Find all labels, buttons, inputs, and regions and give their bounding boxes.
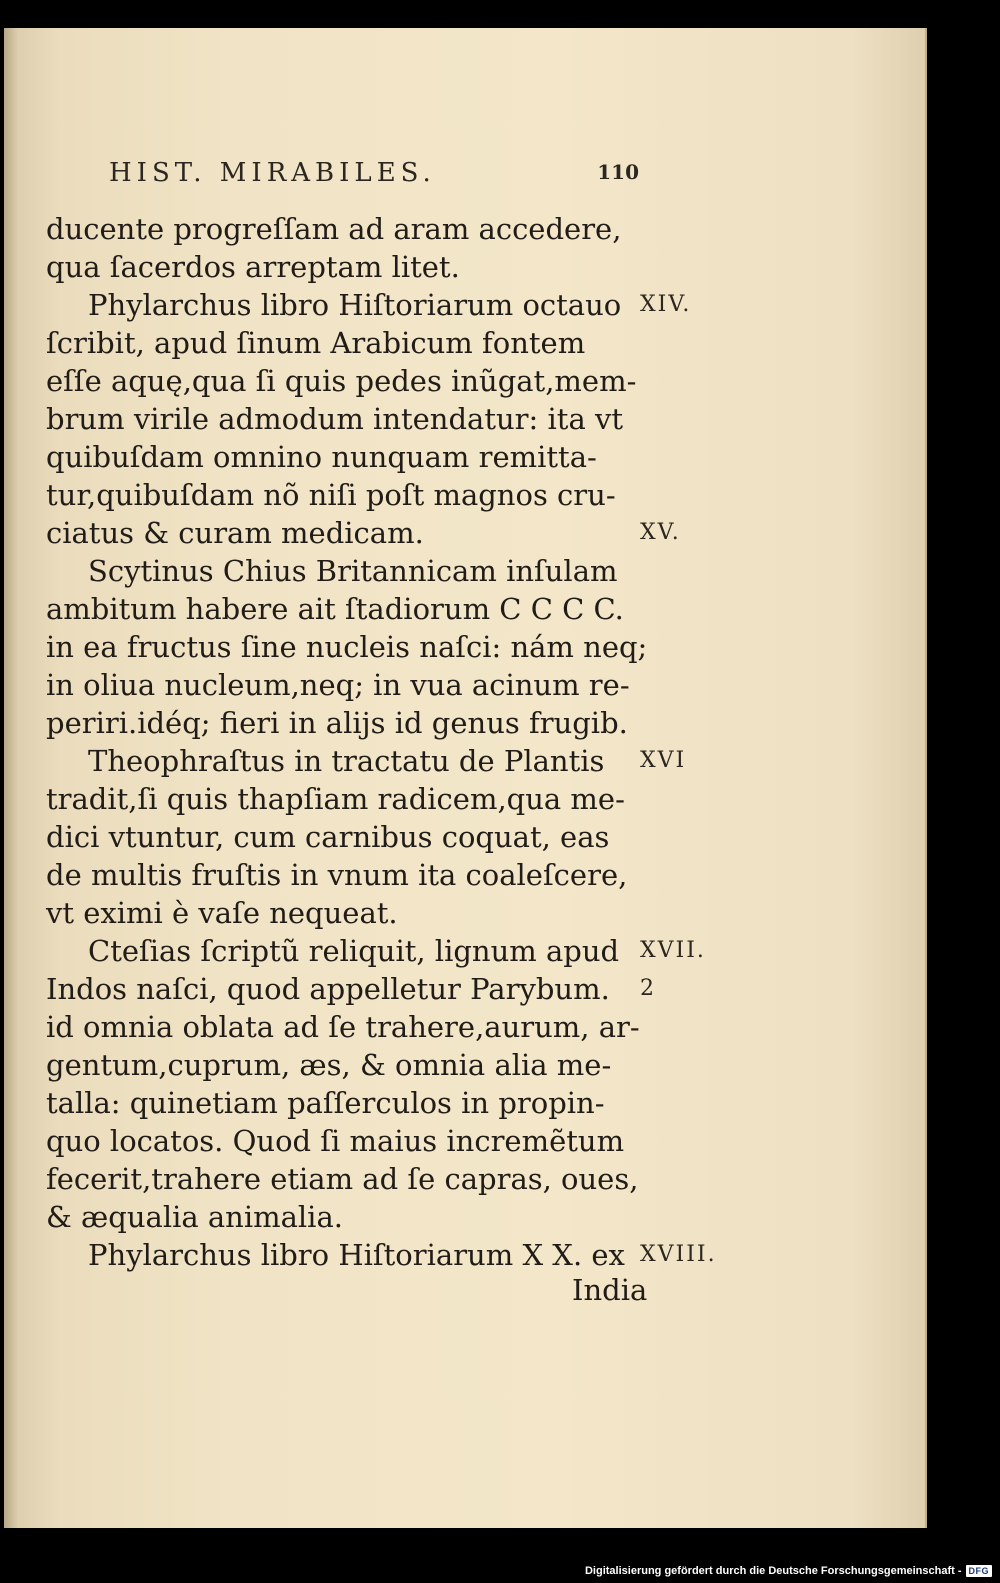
- text-line: [46, 1198, 646, 1236]
- text-line: [46, 932, 706, 970]
- marginal-note: XVII.: [640, 938, 706, 963]
- text-line: [46, 400, 646, 438]
- text-line: [46, 552, 646, 590]
- text-line: [46, 210, 646, 248]
- marginal-note: 2: [640, 976, 656, 1001]
- page-header: [109, 158, 639, 198]
- line-text: ambitum habere ait ſtadiorum C C C C.: [46, 592, 624, 626]
- line-text: tradit,ſi quis thapſiam radicem,qua me-: [46, 782, 625, 816]
- text-line: [46, 628, 646, 666]
- line-text: quibuſdam omnino nunquam remitta-: [46, 440, 597, 474]
- text-line: [46, 970, 656, 1008]
- text-line: [46, 1122, 646, 1160]
- text-line: [46, 780, 646, 818]
- line-text: de multis fruſtis in vnum ita coaleſcere,: [46, 858, 628, 892]
- catchword: India: [572, 1273, 648, 1307]
- text-line: [46, 362, 646, 400]
- line-text: id omnia oblata ad ſe trahere,aurum, ar-: [46, 1010, 640, 1044]
- line-text: dici vtuntur, cum carnibus coquat, eas: [46, 820, 610, 854]
- digitization-credit: [585, 1561, 992, 1581]
- line-text: ciatus & curam medicam.: [46, 516, 424, 550]
- line-text: eſſe aquę,qua ſi quis pedes inũgat,mem-: [46, 364, 637, 398]
- line-text: Phylarchus libro Hiſtoriarum X X. ex: [88, 1238, 625, 1272]
- text-line: [46, 704, 646, 742]
- line-text: Phylarchus libro Hiſtoriarum octauo: [88, 288, 622, 322]
- book-page: [4, 28, 927, 1528]
- line-text: qua ſacerdos arreptam litet.: [46, 250, 460, 284]
- line-text: gentum,cuprum, æs, & omnia alia me-: [46, 1048, 612, 1082]
- running-title: HIST. MIRABILES.: [109, 158, 436, 188]
- line-text: tur,quibuſdam nõ niſi poſt magnos cru-: [46, 478, 616, 512]
- marginal-note: XVI: [640, 748, 687, 773]
- text-line: [46, 894, 646, 932]
- dfg-logo: DFG: [966, 1565, 993, 1577]
- line-text: periri.idéq; fieri in alijs id genus frugib.: [46, 706, 628, 740]
- text-line: [46, 1008, 646, 1046]
- text-line: [46, 248, 646, 286]
- text-line: [46, 324, 646, 362]
- text-line: [46, 818, 646, 856]
- text-line: [46, 1160, 646, 1198]
- text-line: [46, 476, 646, 514]
- line-text: ſcribit, apud ſinum Arabicum fontem: [46, 326, 586, 360]
- line-text: ducente progreſſam ad aram accedere,: [46, 212, 622, 246]
- line-text: Scytinus Chius Britannicam inſulam: [88, 554, 618, 588]
- body-text: [46, 210, 717, 1274]
- line-text: in ea fructus ſine nucleis naſci: nám neq;: [46, 630, 648, 664]
- line-text: Indos naſci, quod appelletur Parybum.: [46, 972, 610, 1006]
- marginal-note: XIV.: [640, 292, 692, 317]
- line-text: & æqualia animalia.: [46, 1200, 343, 1234]
- text-line: [46, 590, 646, 628]
- line-text: quo locatos. Quod ſi maius incremẽtum: [46, 1124, 625, 1158]
- line-text: vt eximi è vaſe nequeat.: [46, 896, 398, 930]
- marginal-note: XV.: [640, 520, 681, 545]
- line-text: fecerit,trahere etiam ad ſe capras, oues,: [46, 1162, 639, 1196]
- text-line: [46, 514, 681, 552]
- text-line: [46, 856, 646, 894]
- line-text: in oliua nucleum,neq; in vua acinum re-: [46, 668, 630, 702]
- text-line: [46, 438, 646, 476]
- line-text: Cteſias ſcriptũ reliquit, lignum apud: [88, 934, 620, 968]
- page-number: 110: [597, 160, 639, 184]
- credit-text: Digitalisierung gefördert durch die Deutsche Forschungsgemeinschaft -: [584, 1565, 962, 1577]
- marginal-note: XVIII.: [640, 1242, 717, 1267]
- text-line: [46, 1046, 646, 1084]
- line-text: talla: quinetiam paſſerculos in propin-: [46, 1086, 605, 1120]
- text-line: [46, 1236, 717, 1274]
- text-line: [46, 666, 646, 704]
- line-text: Theophraſtus in tractatu de Plantis: [88, 744, 605, 778]
- text-line: [46, 742, 687, 780]
- text-line: [46, 286, 692, 324]
- text-line: [46, 1084, 646, 1122]
- line-text: brum virile admodum intendatur: ita vt: [46, 402, 623, 436]
